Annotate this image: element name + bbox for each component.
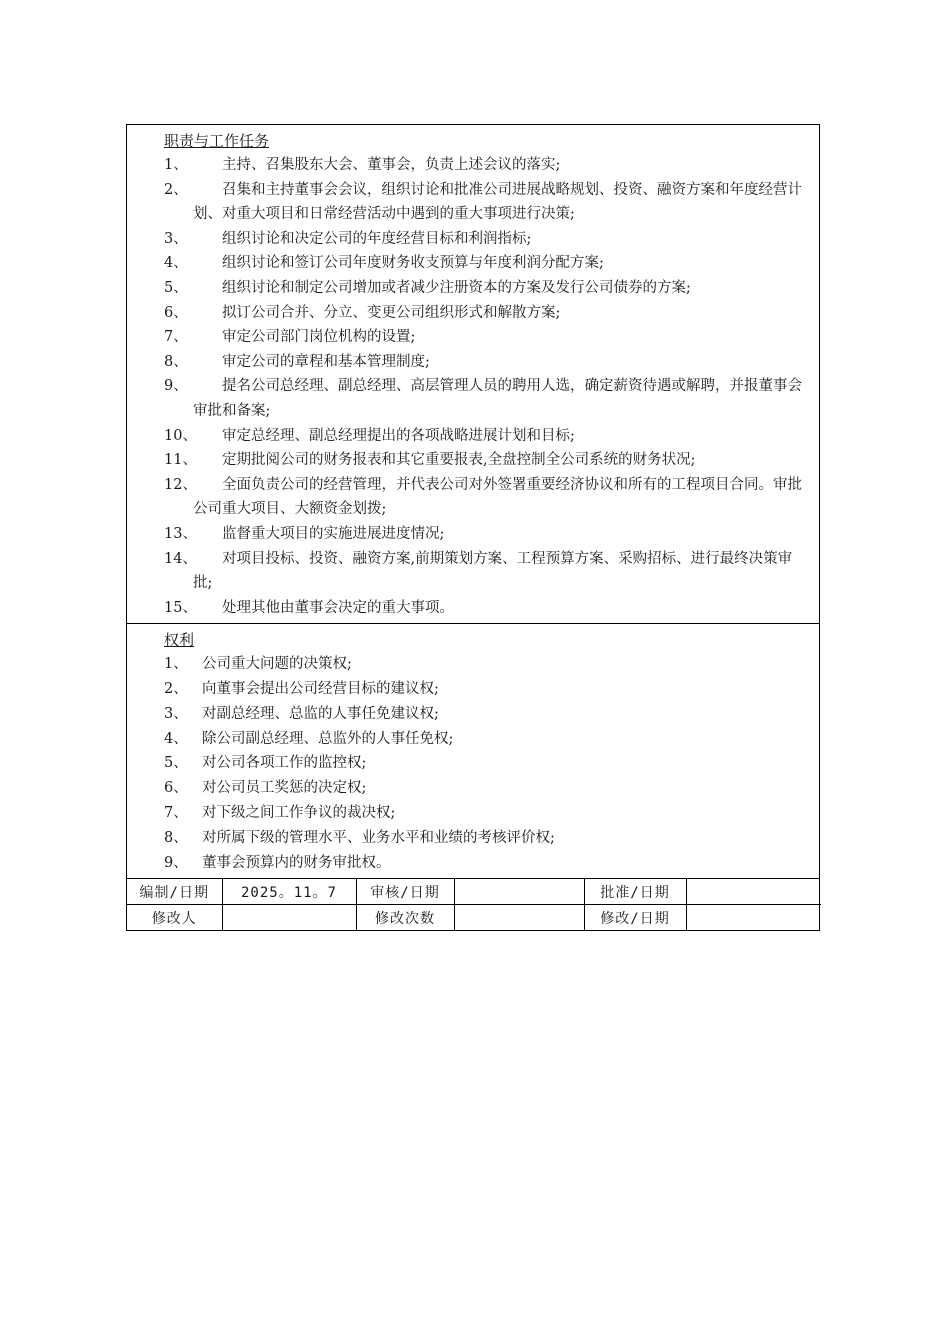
duty-number: 15、 — [164, 599, 197, 616]
modified-date-label: 修改/日期 — [584, 905, 686, 931]
duty-text: 组织讨论和决定公司的年度经营目标和利润指标; — [222, 230, 532, 247]
right-number: 7、 — [164, 805, 188, 822]
right-item — [164, 776, 811, 801]
rights-section — [127, 624, 819, 879]
job-description-table — [126, 124, 820, 931]
right-item — [164, 727, 811, 752]
right-text: 公司重大问题的决策权; — [202, 656, 352, 673]
duty-text: 提名公司总经理、副总经理、高层管理人员的聘用人选，确定薪资待遇或解聘，并报董事会审批和备案; — [193, 378, 802, 419]
right-item — [164, 826, 811, 851]
compiled-date-label: 编制/日期 — [127, 879, 222, 905]
duty-number: 5、 — [164, 279, 188, 296]
duty-item — [164, 547, 811, 596]
right-item — [164, 677, 811, 702]
duty-item — [164, 374, 811, 423]
duty-text: 审定公司部门岗位机构的设置; — [222, 329, 416, 346]
duty-item — [164, 350, 811, 375]
duty-text: 组织讨论和签订公司年度财务收支预算与年度利润分配方案; — [222, 255, 604, 272]
right-number: 6、 — [164, 780, 188, 797]
duty-item — [164, 473, 811, 522]
right-item — [164, 702, 811, 727]
revision-count-label: 修改次数 — [356, 905, 454, 931]
duty-item — [164, 276, 811, 301]
right-number: 9、 — [164, 854, 188, 871]
modifier-value — [222, 905, 356, 931]
right-item — [164, 751, 811, 776]
duty-number: 14、 — [164, 550, 197, 567]
duty-number: 8、 — [164, 353, 188, 370]
approved-date-value — [686, 879, 821, 905]
duty-text: 全面负责公司的经营管理，并代表公司对外签署重要经济协议和所有的工程项目合同。审批公司重大项目、大额资金划拨; — [193, 476, 802, 518]
compiled-date-value: 2025。11。7 — [222, 879, 356, 905]
duties-title: 职责与工作任务 — [164, 132, 270, 150]
duty-number: 7、 — [164, 329, 188, 346]
duty-text: 审定公司的章程和基本管理制度; — [222, 353, 430, 370]
duty-item — [164, 153, 811, 178]
duty-number: 9、 — [164, 378, 188, 395]
duties-list — [164, 153, 811, 620]
duty-item — [164, 251, 811, 276]
right-text: 对下级之间工作争议的裁决权; — [202, 805, 396, 822]
right-item — [164, 652, 811, 677]
right-number: 8、 — [164, 829, 188, 846]
duty-number: 1、 — [164, 157, 188, 173]
approval-row — [127, 879, 821, 905]
duty-item — [164, 448, 811, 473]
duty-number: 13、 — [164, 525, 197, 542]
duty-text: 监督重大项目的实施进展进度情况; — [222, 525, 445, 542]
duty-text: 对项目投标、投资、融资方案,前期策划方案、工程预算方案、采购招标、进行最终决策审批; — [193, 550, 793, 592]
duty-number: 3、 — [164, 230, 188, 247]
duty-text: 审定总经理、副总经理提出的各项战略进展计划和目标; — [222, 427, 575, 444]
duty-text: 处理其他由董事会决定的重大事项。 — [222, 599, 454, 616]
right-text: 对公司各项工作的监控权; — [202, 755, 367, 772]
right-item — [164, 801, 811, 826]
duty-item — [164, 301, 811, 326]
right-number: 3、 — [164, 705, 188, 722]
modified-date-value — [686, 905, 821, 931]
duty-number: 2、 — [164, 181, 188, 198]
right-item — [164, 851, 811, 876]
right-text: 董事会预算内的财务审批权。 — [202, 854, 391, 871]
duty-item — [164, 227, 811, 252]
duty-number: 12、 — [164, 476, 197, 493]
right-text: 对副总经理、总监的人事任免建议权; — [202, 705, 439, 722]
duty-item — [164, 178, 811, 227]
right-number: 1、 — [164, 656, 188, 673]
right-number: 5、 — [164, 755, 188, 772]
duty-text: 拟订公司合并、分立、变更公司组织形式和解散方案; — [222, 304, 561, 321]
right-text: 向董事会提出公司经营目标的建议权; — [202, 681, 439, 698]
revision-count-value — [454, 905, 584, 931]
duty-number: 4、 — [164, 255, 188, 272]
right-number: 4、 — [164, 730, 188, 747]
approval-table — [127, 879, 821, 930]
right-number: 2、 — [164, 681, 188, 698]
right-text: 对公司员工奖惩的决定权; — [202, 780, 367, 797]
duty-number: 10、 — [164, 427, 197, 444]
duty-text: 召集和主持董事会会议，组织讨论和批准公司进展战略规划、投资、融资方案和年度经营计划、对重大项目和日常经营活动中遇到的重大事项进行决策; — [193, 181, 802, 223]
duty-item — [164, 325, 811, 350]
duty-item — [164, 522, 811, 547]
duties-section — [127, 125, 819, 624]
duty-text: 主持、召集股东大会、董事会，负责上述会议的落实; — [222, 157, 561, 173]
right-text: 对所属下级的管理水平、业务水平和业绩的考核评价权; — [202, 829, 555, 846]
reviewed-date-value — [454, 879, 584, 905]
approved-date-label: 批准/日期 — [584, 879, 686, 905]
reviewed-date-label: 审核/日期 — [356, 879, 454, 905]
modifier-label: 修改人 — [127, 905, 222, 931]
duty-item — [164, 596, 811, 621]
duty-text: 组织讨论和制定公司增加或者减少注册资本的方案及发行公司债券的方案; — [222, 279, 691, 296]
duty-number: 6、 — [164, 304, 188, 321]
rights-list — [164, 652, 811, 875]
duty-number: 11、 — [164, 452, 197, 469]
rights-title: 权利 — [164, 631, 195, 650]
duty-item — [164, 424, 811, 449]
right-text: 除公司副总经理、总监外的人事任免权; — [202, 730, 454, 747]
duty-text: 定期批阅公司的财务报表和其它重要报表,全盘控制全公司系统的财务状况; — [222, 452, 696, 469]
revision-row — [127, 905, 821, 931]
